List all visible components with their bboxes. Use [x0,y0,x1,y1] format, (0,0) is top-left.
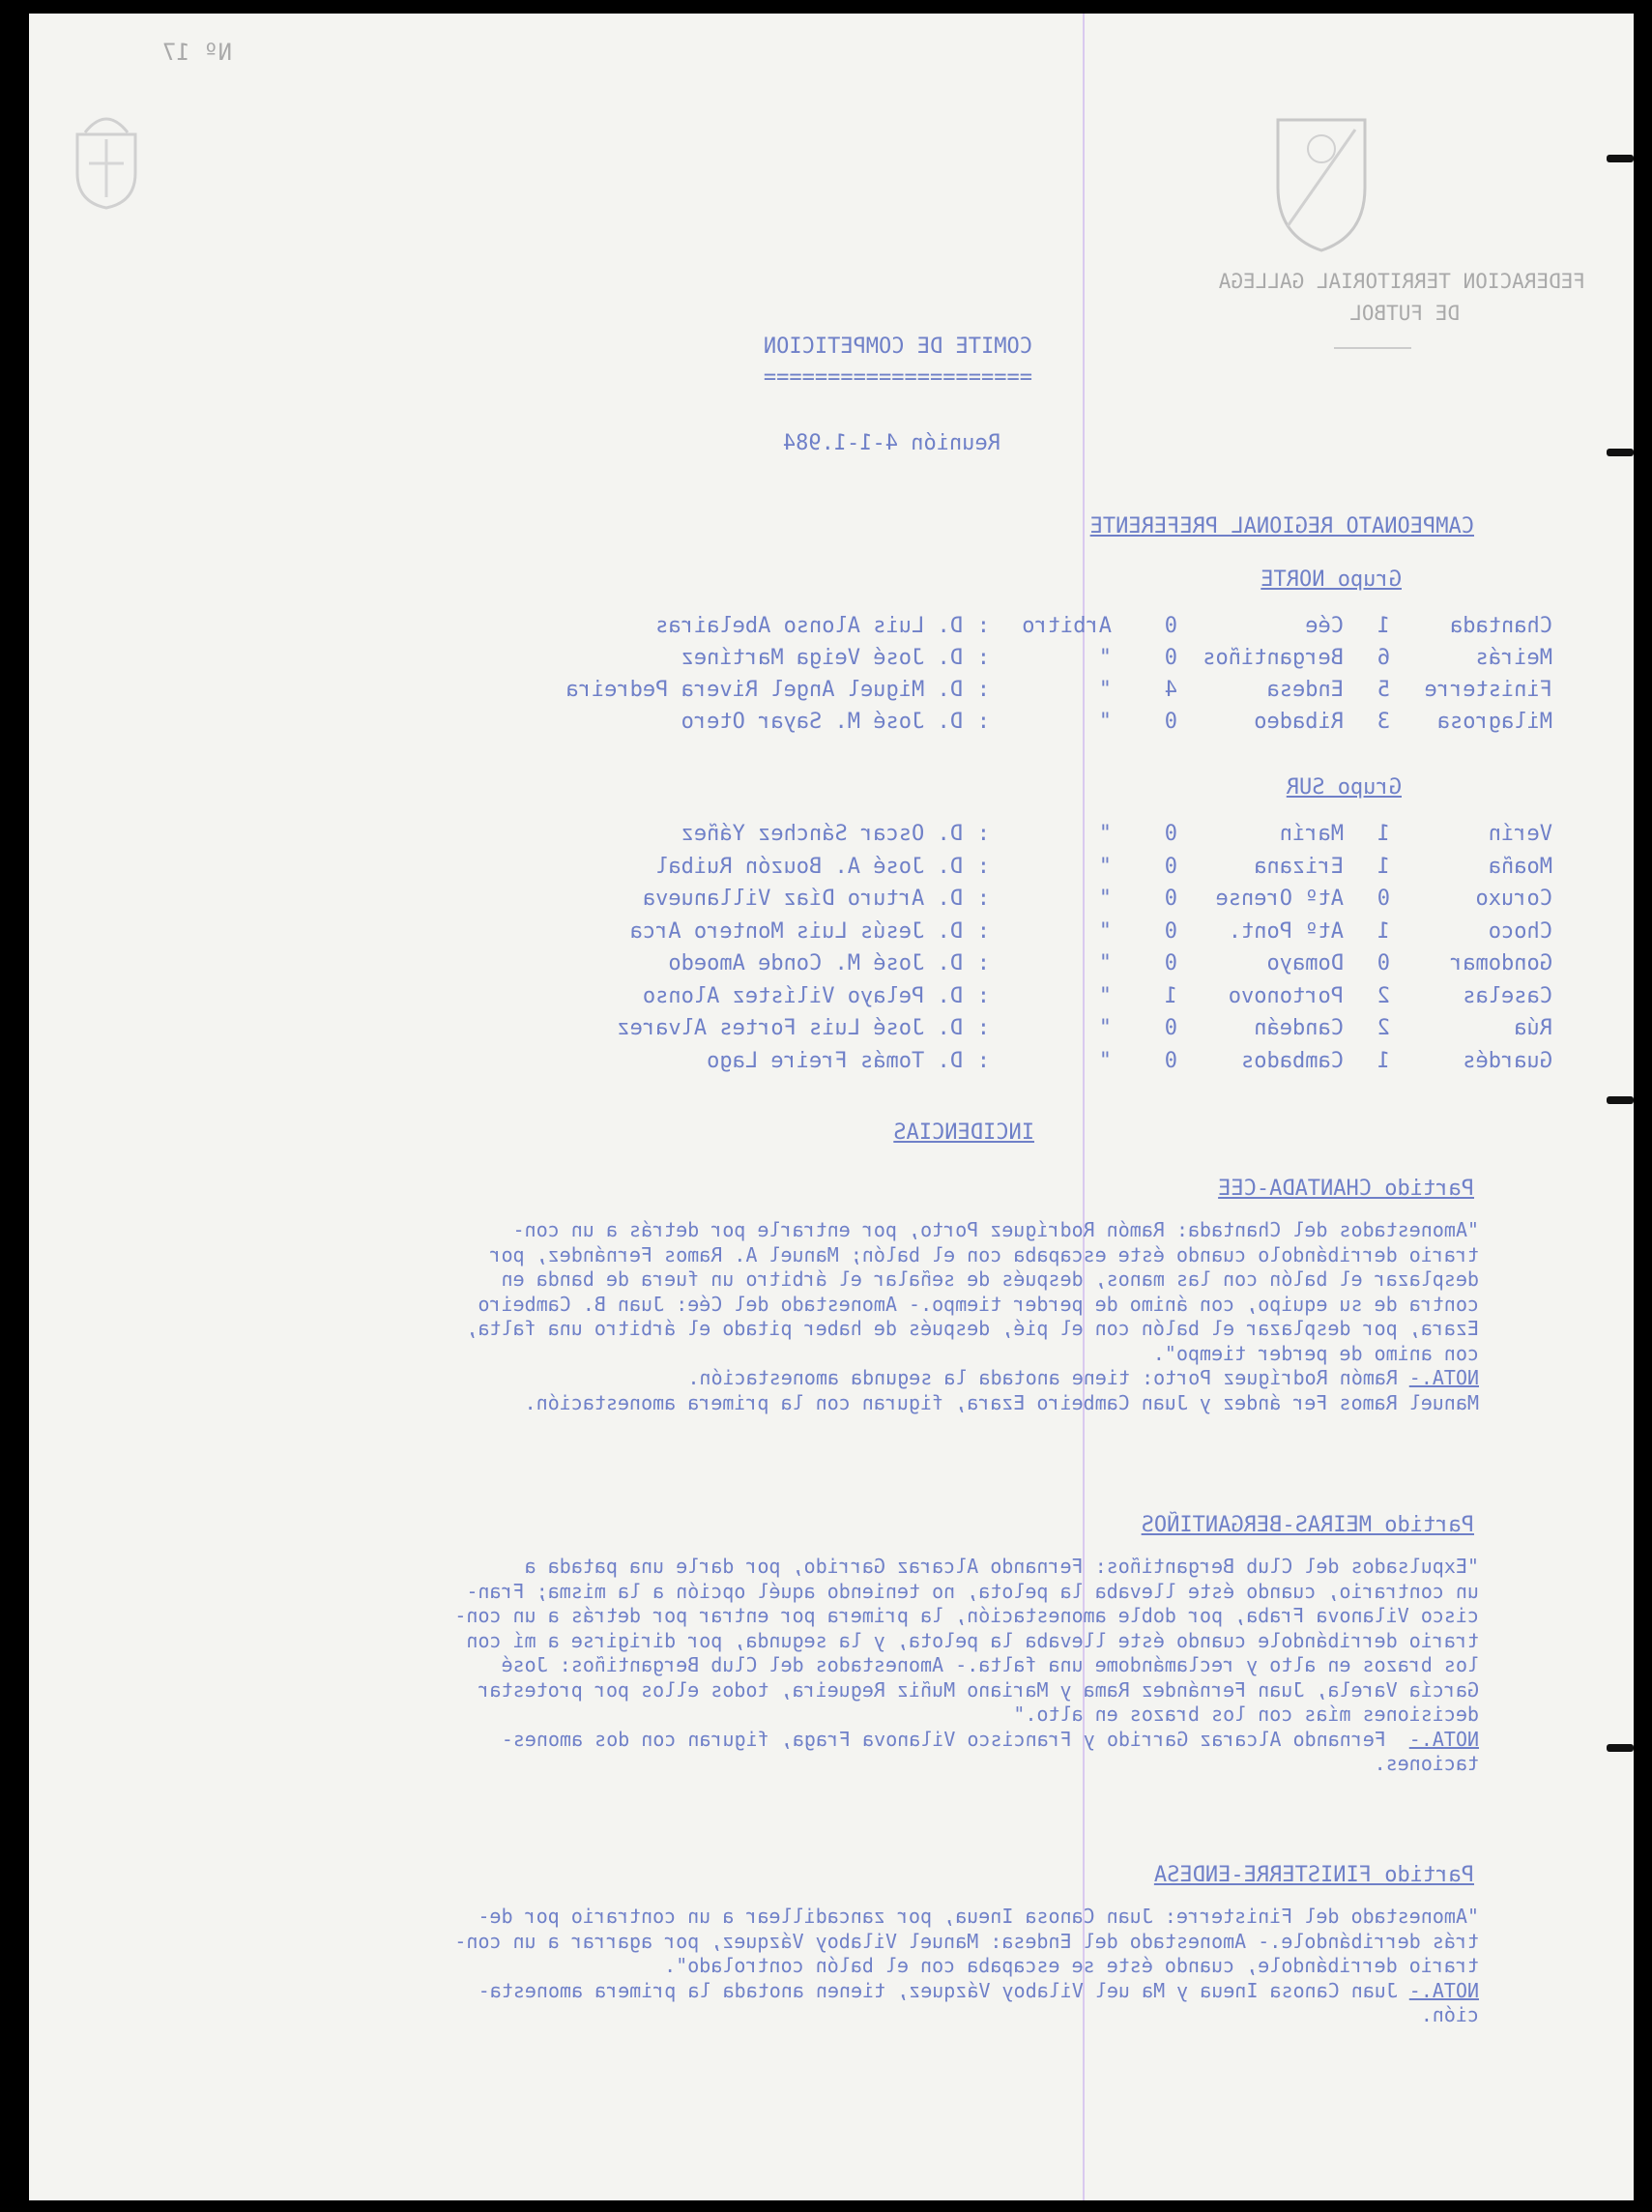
page-number: Nº 17 [161,39,232,66]
incident-text-line: "Expulsados del Club Bergantiños: Fernando Alcaraz Garrido, por darle una patada a [524,1555,1479,1578]
federation-crest-icon [1268,110,1375,255]
incident-text-line: "Amonestados del Chantada: Ramón Rodríguez Porto, por entrarle por detrás a un con- [512,1218,1479,1241]
match-hs: 1 [1377,614,1390,638]
championship-title: CAMPEONATO REGIONAL PREFERENTE [1089,514,1474,538]
match-sep: : [976,918,990,944]
match-home: Coruxo [1475,887,1552,911]
incidents-heading: INCIDENCIAS [893,1121,1034,1145]
divider [1334,347,1411,349]
incident-text-line: con animo de perder tiempo". [1152,1341,1479,1365]
match-hs: 1 [1377,918,1390,944]
incident-text-line: decisiones mías con los brazos en alto." [1013,1703,1479,1726]
document-sheet [29,14,1634,2200]
match-hs: 2 [1377,1016,1390,1040]
match-away: Cée [1305,614,1344,638]
incident-text-line: trario derribándole cuando éste llevaba la pelota, y la segunda, por dirigirse a mí con [466,1628,1479,1652]
group-sur-heading: Grupo SUR [1286,775,1402,800]
match-home: Moaña [1488,854,1552,879]
match-referee: D. Oscar Sánchez Yáñez [681,822,963,846]
federation-name-line2: DE FUTBOL [1349,302,1460,325]
incident-text-line: desplazar el balón con las manos, después de señalar el árbitro un fuera de banda en [501,1267,1479,1291]
match-hs: 3 [1377,710,1390,734]
match-away: Portonovo [1228,983,1344,1008]
incident-title: Partido CHANTADA-CEE [1218,1177,1474,1201]
match-sep: : [976,1048,990,1073]
match-role: " [1098,710,1112,734]
match-sep: : [976,822,990,846]
match-away: Candeán [1254,1016,1344,1040]
incident-text-line: contra de su equipo, con ánimo de perder tiempo.- Amonestado del Cée: Juan B. Cambeiro [478,1292,1479,1316]
match-sep: : [976,646,990,670]
match-referee: D. José M. Sayar Otero [681,710,963,734]
match-role: " [1098,822,1112,846]
match-role: " [1098,678,1112,702]
match-hs: 0 [1377,887,1390,911]
match-as: 0 [1164,614,1177,638]
match-as: 0 [1164,1016,1177,1040]
note-text-line: Manuel Ramos Fer ández y Juan Cambeiro Ezara, figuran con la primera amonestación. [524,1390,1479,1414]
royal-crest-icon [68,105,145,212]
match-as: 0 [1164,1048,1177,1073]
match-sep: : [976,710,990,734]
match-hs: 0 [1377,951,1390,975]
match-role: Arbitro [1022,614,1112,638]
group-norte-heading: Grupo NORTE [1261,568,1402,592]
match-referee: D. José A. Bouzón Ruibal [655,854,963,879]
match-as: 1 [1164,983,1177,1008]
incident-text-line: García Varela, Juan Fernández Rama y Mariano Muñiz Regueira, todos ellos por protestar [478,1677,1479,1702]
match-sep: : [976,854,990,879]
match-home: Finisterre [1424,678,1552,702]
match-referee: D. Pelayo Vilístez Alonso [642,983,963,1008]
match-role: " [1098,1048,1112,1073]
incident-title: Partido FINISTERRE-ENDESA [1153,1863,1474,1887]
match-hs: 1 [1377,1048,1390,1073]
note-text-line: Ramón Rodríguez Porto: tiene anotada la segunda amonestación. [687,1366,1409,1389]
match-home: Milagrosa [1436,710,1552,734]
incident-text-line: cisco Vilanova Fraba, por doble amonestación, la primera por entrar por detrás a un con- [454,1604,1479,1627]
incident-text-line: trario derribándolo cuando éste escapaba con el balón; Manuel A. Ramos Fernández, por [489,1242,1479,1266]
match-home: Meirás [1475,646,1552,670]
match-referee: D. Jesús Luis Montero Arca [629,918,963,944]
match-sep: : [976,887,990,911]
match-referee: D. José M. Conde Amoedo [668,951,963,975]
incident-text-line: los brazos en alto y reclamándome una falta.- Amonestados del Club Bergantiños: José [501,1653,1479,1676]
match-referee: D. José Luis Fortes Alvarez [617,1016,963,1040]
match-role: " [1098,854,1112,879]
incident-text-line: un contrario, cuando éste llevaba la pelota, no teniendo aquél opción a la misma; Fran- [466,1579,1479,1603]
title-rule: ===================== [763,365,1032,390]
match-as: 0 [1164,854,1177,879]
match-referee: D. Tomás Freire Lago [707,1048,963,1073]
note-label: NOTA.- [1408,1727,1479,1751]
match-role: " [1098,646,1112,670]
match-away: Bergantiños [1203,646,1344,670]
match-referee: D. José Veiga Martínez [681,646,963,670]
match-sep: : [976,951,990,975]
match-away: Atº Orense [1215,887,1344,911]
note-text-line: taciones. [1374,1752,1479,1775]
match-role: " [1098,918,1112,944]
meeting-date: Reunión 4-1-1.984 [782,431,1000,455]
incident-title: Partido MEIRAS-BERGANTIÑOS [1141,1513,1474,1537]
match-hs: 1 [1377,822,1390,846]
note-label: NOTA.- [1408,1366,1479,1389]
match-away: Marín [1279,822,1344,846]
match-role: " [1098,1016,1112,1040]
match-as: 0 [1164,887,1177,911]
incident-text-line: "Amonestado del Finisterre: Juan Canosa Ineua, por zancadillear a un contrario por de- [478,1905,1479,1928]
match-home: Caselas [1463,983,1552,1008]
incident-text-line: trario derribándole, cuando éste se escapaba con el balón controlado". [664,1954,1479,1977]
match-as: 0 [1164,918,1177,944]
mirrored-content [29,14,1634,2200]
committee-title: COMITE DE COMPETICION [763,335,1032,359]
note-text-line: Fernando Alcaraz Garrido y Francisco Vilanova Fraga, figuran con dos amones- [501,1727,1409,1751]
match-role: " [1098,887,1112,911]
match-hs: 2 [1377,983,1390,1008]
match-home: Rúa [1514,1016,1552,1040]
match-as: 4 [1164,678,1177,702]
match-home: Verín [1488,822,1552,846]
note-label: NOTA.- [1408,1978,1479,2002]
match-referee: D. Miguel Angel Rivera Pedreira [565,678,963,702]
match-as: 0 [1164,822,1177,846]
match-away: Ribadeo [1254,710,1344,734]
match-away: Atº Pont. [1228,918,1344,944]
match-away: Endesa [1266,678,1344,702]
note-text-line: ción. [1420,2003,1479,2026]
match-away: Domayo [1266,951,1344,975]
match-home: Choco [1488,918,1552,944]
match-hs: 1 [1377,854,1390,879]
match-home: Chantada [1450,614,1552,638]
match-referee: D. Arturo Díaz Villanueva [642,887,963,911]
match-sep: : [976,983,990,1008]
incident-text-line: trás derribándole.- Amonestado del Endesa: Manuel Vilaboy Vázquez, por agarrar a un con- [454,1929,1479,1953]
margin-line [1083,14,1085,2200]
match-sep: : [976,678,990,702]
match-hs: 6 [1377,646,1390,670]
match-hs: 5 [1377,678,1390,702]
match-away: Cambados [1241,1048,1344,1073]
match-sep: : [976,614,990,638]
note-text-line: Juan Canosa Ineua y Ma uel Vilaboy Vázquez, tienen anotada la primera amonesta- [478,1978,1409,2002]
match-home: Guardés [1463,1048,1552,1073]
match-role: " [1098,983,1112,1008]
match-away: Erizana [1254,854,1344,879]
match-sep: : [976,1016,990,1040]
incident-text-line: Ezara, por desplazar el balón con el pié, después de haber pitado el árbitro una falta, [466,1317,1479,1340]
match-referee: D. Luis Alonso Abelairas [655,614,963,638]
match-home: Gondomar [1450,951,1552,975]
match-as: 0 [1164,646,1177,670]
match-role: " [1098,951,1112,975]
match-as: 0 [1164,710,1177,734]
match-as: 0 [1164,951,1177,975]
federation-name-line1: FEDERACION TERRITORIAL GALLEGA [1218,270,1585,293]
